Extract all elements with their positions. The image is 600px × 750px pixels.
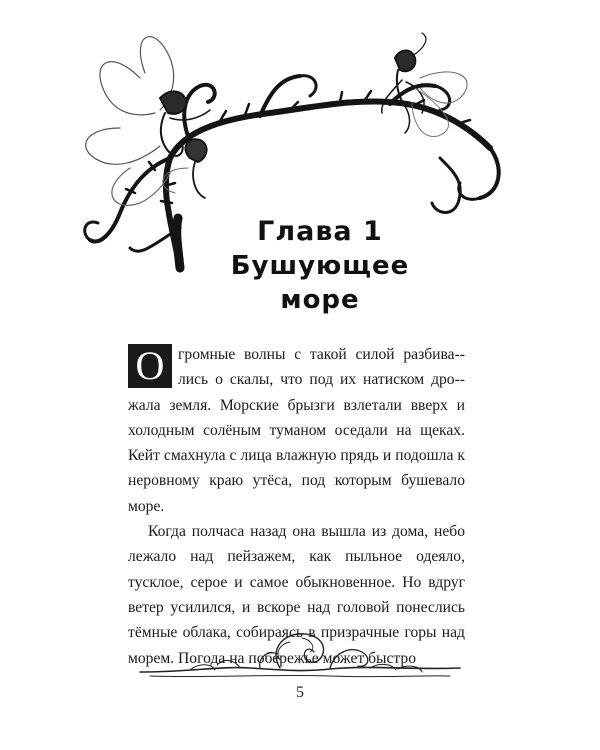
chapter-title: Бушующее море	[230, 251, 410, 315]
chapter-heading	[200, 215, 440, 317]
page-number: 5	[296, 684, 304, 701]
drop-cap	[128, 344, 172, 388]
chapter-label: Глава 1	[257, 216, 383, 247]
wave-ornament-icon	[130, 622, 470, 684]
paragraph-1	[128, 342, 465, 519]
paragraph-1-text: громные волны с такой силой разбива-лись о скалы, что под их натиском дро-жала земля. Морские брызги взлетали вверх и холодным солёным туманом оседали на щеках. Кейт смахнула с лица влажную прядь и подошла к неровному краю утёса, под которым бушевало море.	[128, 346, 465, 515]
paragraph-2: Когда полчаса назад она вышла из дома, небо лежало над пейзажем, как пыльное одеяло, тусклое, серое и самое обыкновенное. Но вдруг ветер усилился, и вскоре над головой понеслись тёмные облака, собираясь в призрачные горы над морем. Погода на побережье может быстро	[128, 523, 465, 667]
drop-cap-letter: О	[135, 343, 165, 388]
